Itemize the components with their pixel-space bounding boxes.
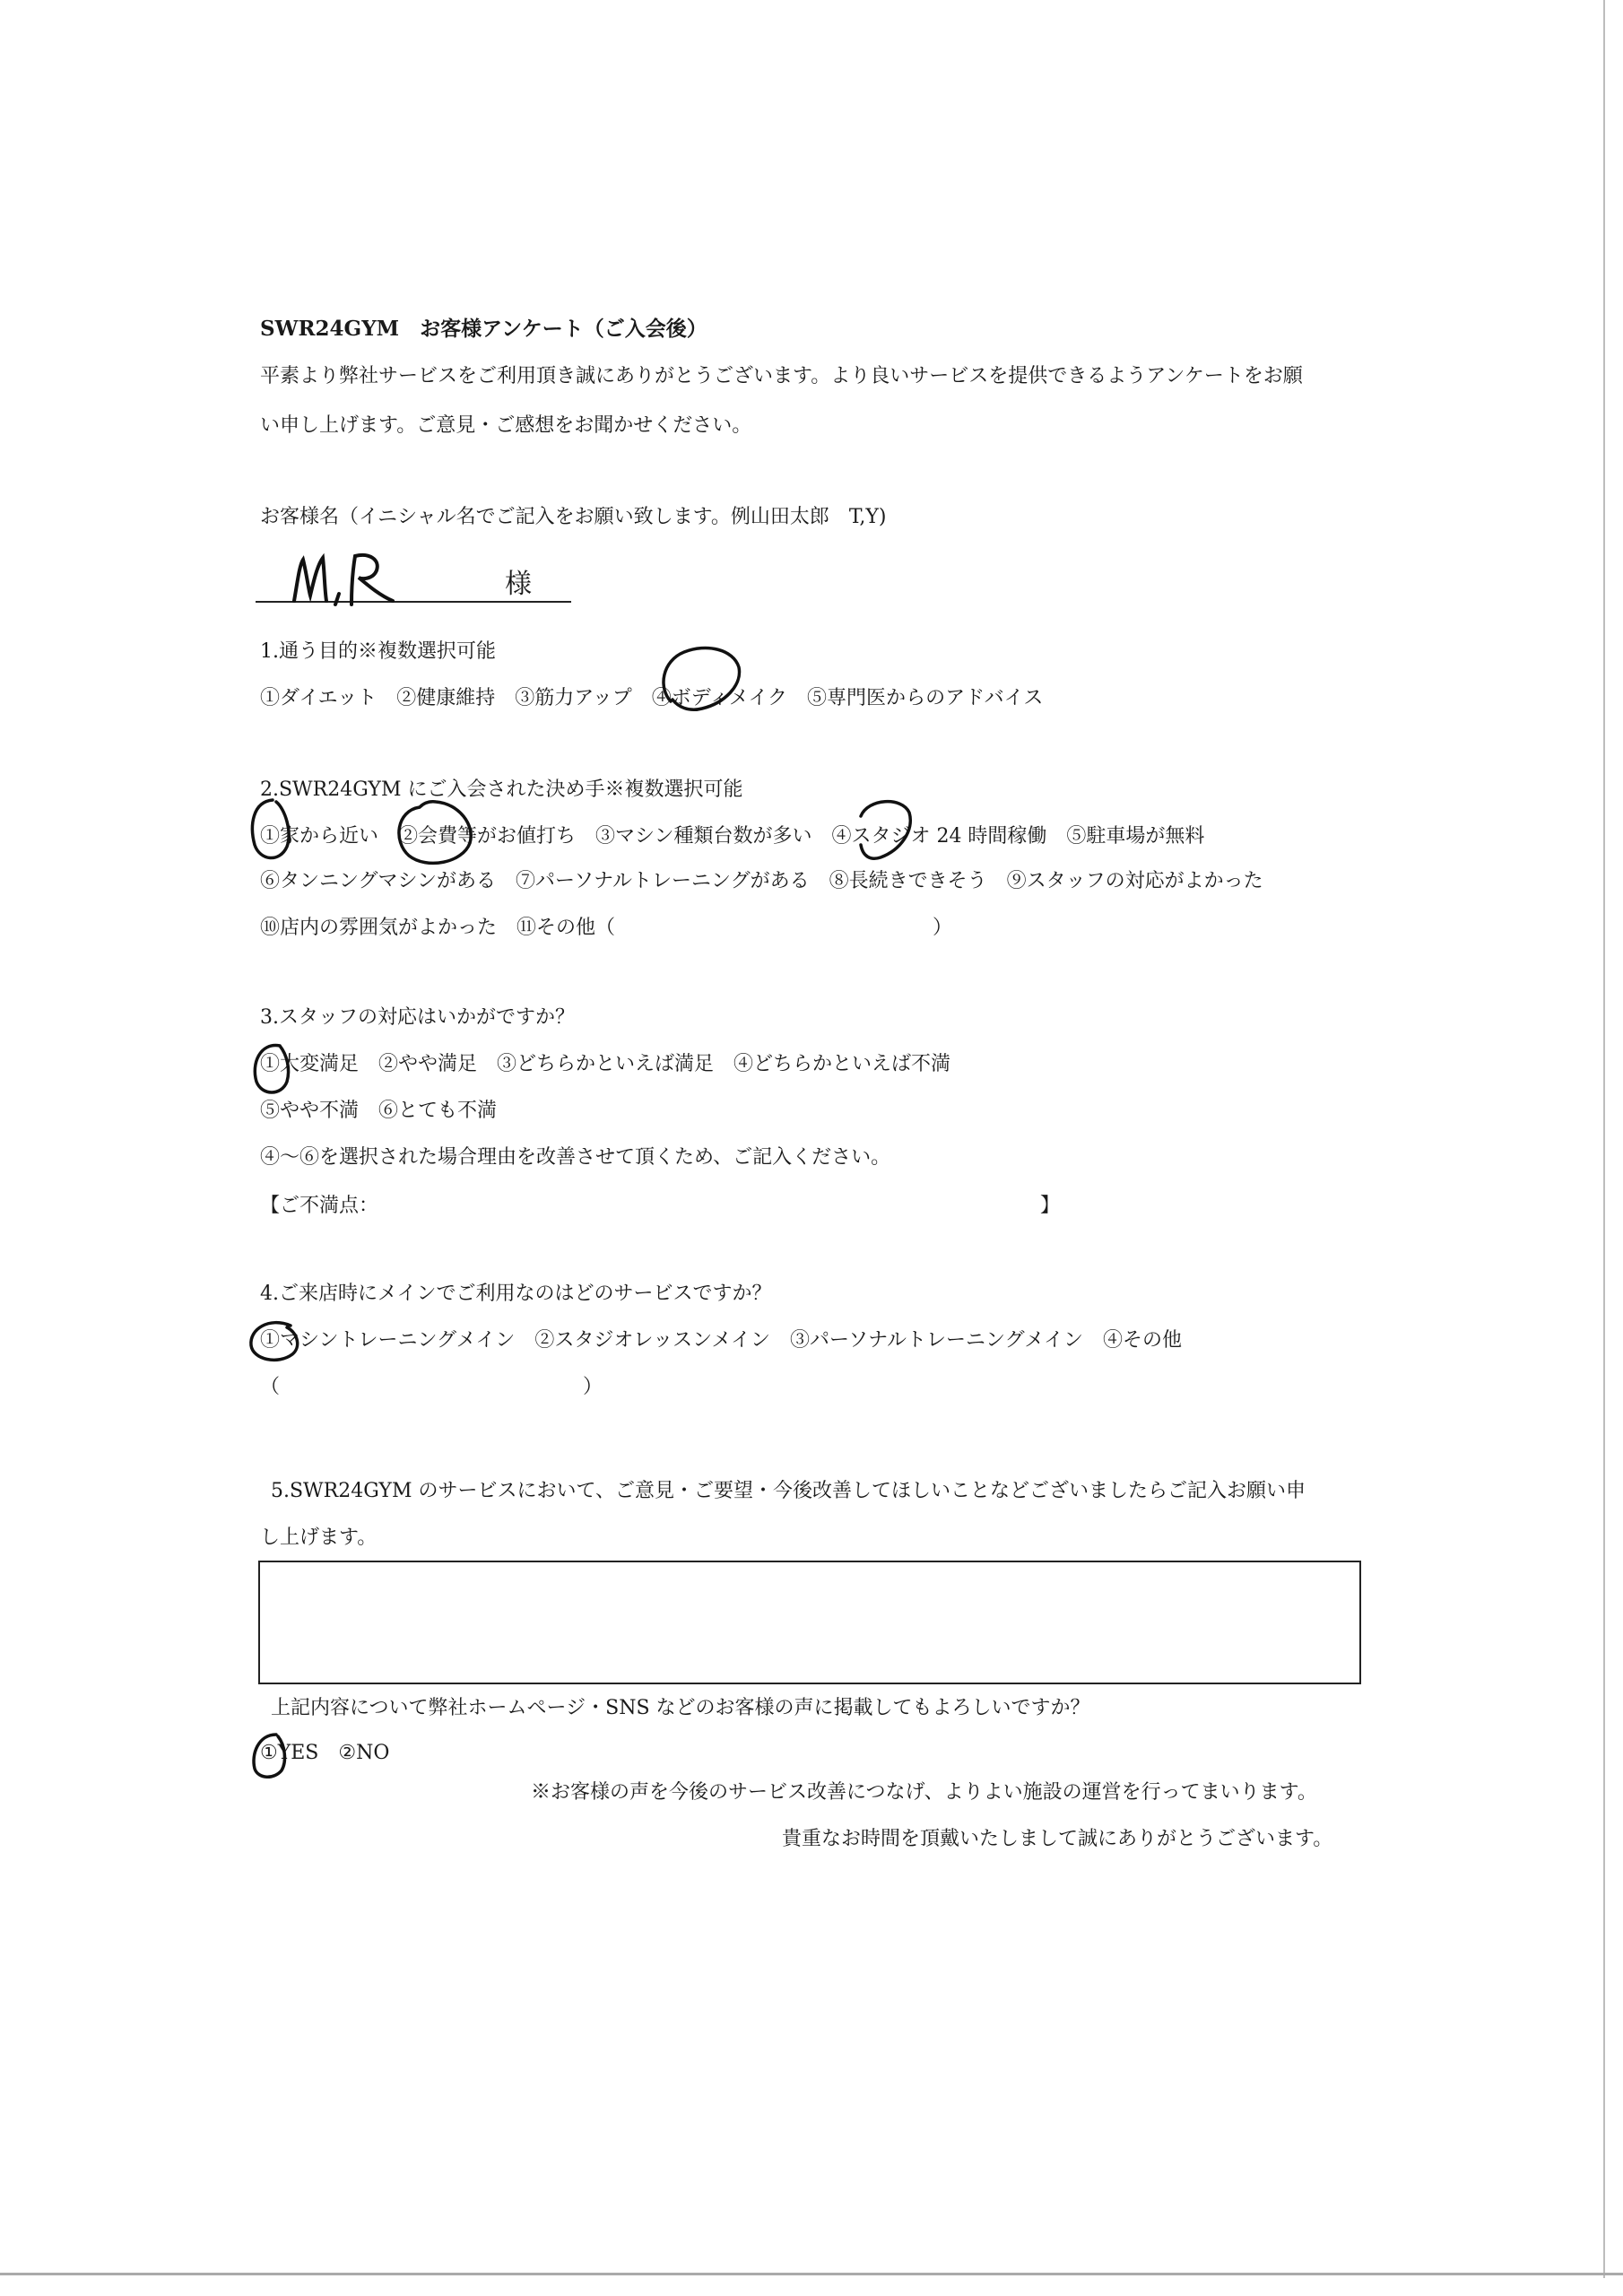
q3-note: ④〜⑥を選択された場合理由を改善させて頂くため、ご記入ください。	[260, 1146, 891, 1169]
footer-line-1: ※お客様の声を今後のサービス改善につなげ、よりよい施設の運営を行ってまいります。	[531, 1781, 1317, 1804]
q5-question-line-2: し上げます。	[260, 1526, 378, 1549]
q2-other-close: ）	[933, 917, 953, 939]
customer-name-label: お客様名（イニシャル名でご記入をお願い致します。例山田太郎 T,Y)	[260, 506, 887, 528]
q3-question: 3.スタッフの対応はいかがですか？	[260, 1006, 575, 1029]
scan-edge-right	[1603, 0, 1605, 2278]
q4-other-close: ）	[583, 1376, 603, 1398]
q2-options-line-3: ⑩店内の雰囲気がよかった ⑪その他（	[260, 917, 616, 939]
q1-option-4-circle-mark[interactable]	[653, 639, 751, 728]
customer-suffix: 様	[505, 569, 532, 600]
q4-question: 4.ご来店時にメインでご利用なのはどのサービスですか？	[260, 1283, 772, 1305]
q3-options-line-2: ⑤やや不満 ⑥とても不満	[260, 1100, 498, 1122]
q5-answer-box[interactable]	[258, 1561, 1361, 1684]
q2-options-line-2: ⑥タンニングマシンがある ⑦パーソナルトレーニングがある ⑧長続きできそう ⑨スタッフの対応がよかった	[260, 870, 1263, 892]
q2-question: 2.SWR24GYM にご入会された決め手※複数選択可能	[260, 778, 743, 801]
q1-question: 1.通う目的※複数選択可能	[260, 640, 496, 663]
q1-options: ①ダイエット ②健康維持 ③筋力アップ ④ボディメイク ⑤専門医からのアドバイス	[260, 687, 1044, 709]
scan-edge-bottom	[0, 2273, 1623, 2275]
survey-title: SWR24GYM お客様アンケート（ご入会後）	[260, 317, 707, 341]
intro-line-2: い申し上げます。ご意見・ご感想をお聞かせください。	[260, 414, 752, 437]
consent-question: 上記内容について弊社ホームページ・SNS などのお客様の声に掲載してもよろしいですか？	[271, 1697, 1090, 1719]
q4-options: ①マシントレーニングメイン ②スタジオレッスンメイン ③パーソナルトレーニングメイン ④その他	[260, 1329, 1182, 1352]
q5-question-line-1: 5.SWR24GYM のサービスにおいて、ご意見・ご要望・今後改善してほしいことなどございましたらご記入お願い申	[271, 1480, 1306, 1502]
q3-complaint-close: 】	[1040, 1195, 1061, 1217]
q3-options-line-1: ①大変満足 ②やや満足 ③どちらかといえば満足 ④どちらかといえば不満	[260, 1053, 951, 1075]
q3-complaint-label: 【ご不満点：	[260, 1195, 379, 1217]
q2-options-line-1: ①家から近い ②会費等がお値打ち ③マシン種類台数が多い ④スタジオ 24 時間稼働 ⑤駐車場が無料	[260, 825, 1205, 848]
q4-other-open: （	[260, 1376, 281, 1398]
intro-line-1: 平素より弊社サービスをご利用頂き誠にありがとうございます。より良いサービスを提供できるようアンケートをお願	[260, 365, 1303, 387]
footer-line-2: 貴重なお時間を頂戴いたしまして誠にありがとうございます。	[782, 1828, 1333, 1850]
consent-options: ①YES ②NO	[260, 1742, 390, 1764]
